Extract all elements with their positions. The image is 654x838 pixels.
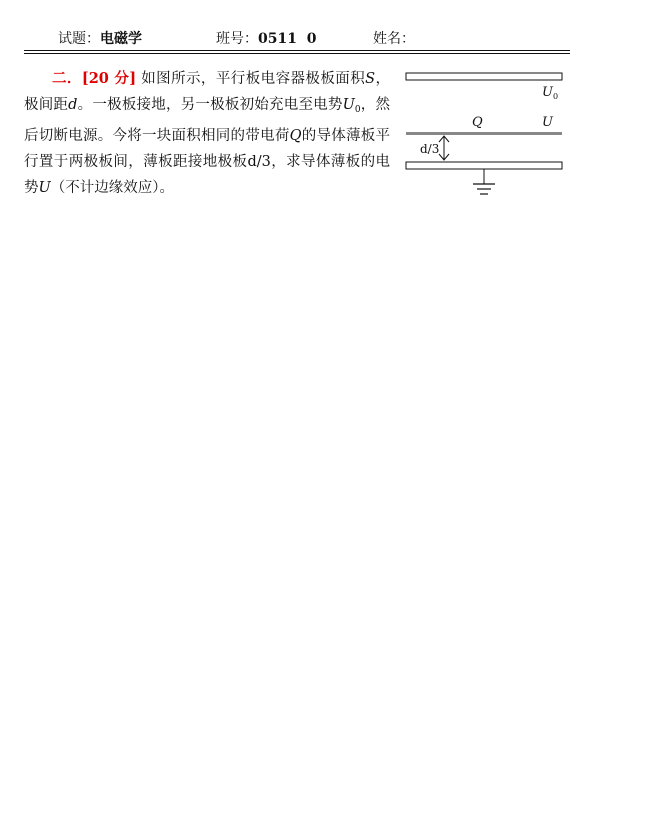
header-rule-top xyxy=(24,50,570,51)
capacitor-figure xyxy=(400,66,570,206)
exam-header xyxy=(0,0,654,60)
class-label: 班号： xyxy=(216,31,258,47)
label-sheet-potential: U xyxy=(542,115,553,130)
label-u0-sub: 0 xyxy=(552,92,559,101)
var-potential-initial-sub: 0 xyxy=(354,105,361,115)
name-label: 姓名： xyxy=(373,31,415,47)
subject-label: 试题： xyxy=(58,31,100,47)
top-plate xyxy=(406,73,562,80)
label-u0-main: U xyxy=(542,85,553,100)
problem-statement xyxy=(24,66,390,201)
header-rule-bottom xyxy=(24,53,570,54)
problem-text-1: 如图所示，平行板电容器极板面积 xyxy=(136,71,366,87)
subject-value: 电磁学 xyxy=(100,31,142,47)
var-charge: Q xyxy=(289,128,302,144)
problem-text-3: 。一极板接地，另一极板初始充电至电势 xyxy=(77,97,343,113)
problem-text-4: ，然后切断电源。今将一块面积相同的带电荷 xyxy=(24,97,391,144)
class-field xyxy=(216,30,316,48)
var-potential-initial: U xyxy=(342,97,355,113)
problem-text-6: （不计边缘效应）。 xyxy=(50,180,174,196)
var-potential: U xyxy=(38,180,51,196)
label-sheet-charge: Q xyxy=(472,115,483,130)
var-area: S xyxy=(365,71,376,87)
name-field xyxy=(373,30,415,48)
bottom-plate xyxy=(406,162,562,169)
label-sheet-distance: d/3 xyxy=(420,142,440,156)
subject-field xyxy=(58,30,142,48)
problem-text-2: ，极间距 xyxy=(24,71,391,113)
class-value: 0511 0 xyxy=(258,31,317,47)
problem-text-5: 的导体薄板平行置于两极板间，薄板距接地极板d/3，求导体薄板的电势 xyxy=(24,128,391,196)
label-top-plate-potential xyxy=(542,86,558,104)
var-distance: d xyxy=(68,97,78,113)
problem-number: 二．[20 分] xyxy=(52,70,137,87)
